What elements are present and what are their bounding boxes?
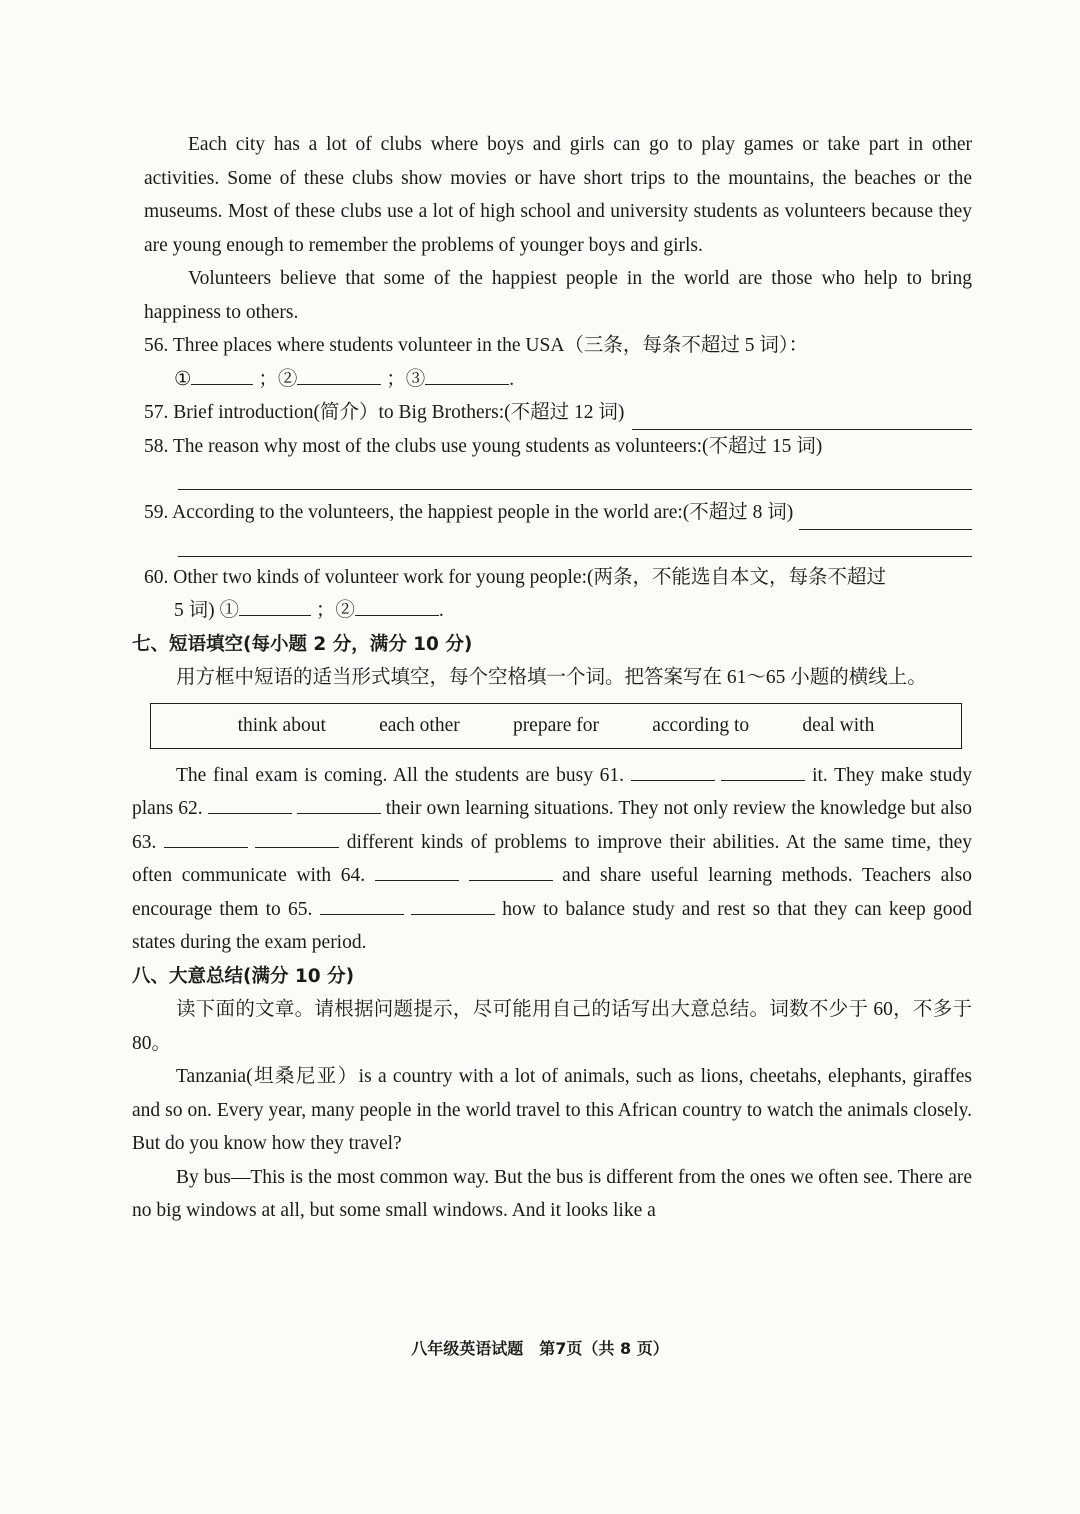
section-8-instruction: 读下面的文章。请根据问题提示，尽可能用自己的话写出大意总结。词数不少于 60，不多于 80。 — [132, 999, 972, 1054]
answer-blank-65b[interactable] — [411, 894, 495, 915]
phrase-item: deal with — [802, 714, 875, 736]
section-8-heading: 八、大意总结(满分 10 分) — [132, 965, 355, 987]
passage-paragraph-1: Each city has a lot of clubs where boys and girls can go to play games or take part in other activities. Some of these clubs show movies or have short trips to the mountains, the beaches or the museums. Most of these clubs use a lot of high school and university students as volunteers because they are young enough to remember the problems of younger boys and girls. — [144, 134, 972, 256]
question-57: 57. Brief introduction(简介）to Big Brothers:(不超过 12 词) — [144, 396, 972, 430]
question-58: 58. The reason why most of the clubs use young students as volunteers:(不超过 15 词) — [144, 435, 823, 457]
question-60: 60. Other two kinds of volunteer work for young people:(两条，不能选自本文，每条不超过 — [144, 566, 886, 588]
phrase-item: think about — [237, 714, 326, 736]
section-7-heading: 七、短语填空(每小题 2 分，满分 10 分) — [132, 633, 473, 655]
phrase-item: each other — [379, 714, 460, 736]
answer-blank-60-2[interactable] — [355, 595, 439, 616]
reading-paragraph-2: By bus—This is the most common way. But the bus is different from the ones we often see. There are no big windows at all, but some small windows. And it looks like a — [132, 1166, 972, 1221]
passage-paragraph-2: Volunteers believe that some of the happiest people in the world are those who help to bring happiness to others. — [144, 268, 972, 323]
cloze-passage: The final exam is coming. All the students are busy 61. it. They make study plans 62. their own learning situations. They not only review the knowledge but also 63. different kinds of problems to improve their abilities. At the same time, they often communicate with 64. and share useful learning methods. Teachers also encourage them to 65. how to balance study and rest so that they can keep good states during the exam period. — [132, 759, 972, 960]
question-60-blanks: 5 词) ① ；② . — [144, 594, 972, 628]
answer-blank-64b[interactable] — [469, 860, 553, 881]
answer-blank-56-2[interactable] — [297, 364, 381, 385]
answer-line-59[interactable] — [178, 530, 972, 557]
answer-blank-60-1[interactable] — [239, 595, 311, 616]
question-56-blanks: ① ；② ；③ . — [144, 363, 972, 397]
answer-blank-56-3[interactable] — [425, 364, 509, 385]
answer-line-58[interactable] — [178, 463, 972, 490]
phrase-item: prepare for — [512, 714, 600, 736]
answer-blank-61a[interactable] — [631, 760, 715, 781]
answer-blank-62b[interactable] — [297, 793, 381, 814]
answer-blank-57[interactable] — [632, 409, 972, 430]
answer-blank-63a[interactable] — [164, 827, 248, 848]
answer-blank-61b[interactable] — [721, 760, 805, 781]
question-56: 56. Three places where students volunteer in the USA（三条，每条不超过 5 词）： — [144, 335, 809, 356]
answer-blank-56-1[interactable] — [191, 364, 253, 385]
answer-blank-59[interactable] — [799, 509, 972, 530]
section-7-instruction: 用方框中短语的适当形式填空，每个空格填一个词。把答案写在 61～65 小题的横线上。 — [176, 667, 927, 688]
reading-paragraph-1: Tanzania(坦桑尼亚）is a country with a lot of animals, such as lions, cheetahs, elephants, giraffes and so on. Every year, many people in the world travel to this African country to watch the animals closely. But do you know how they travel? — [132, 1066, 972, 1154]
answer-blank-65a[interactable] — [320, 894, 404, 915]
question-59: 59. According to the volunteers, the happiest people in the world are:(不超过 8 词) — [144, 496, 972, 530]
page-footer: 八年级英语试题 第7页（共 8 页） — [411, 1339, 669, 1358]
answer-blank-62a[interactable] — [208, 793, 292, 814]
phrase-item: according to — [652, 714, 750, 736]
answer-blank-64a[interactable] — [375, 860, 459, 881]
answer-blank-63b[interactable] — [255, 827, 339, 848]
phrase-box — [150, 703, 962, 749]
